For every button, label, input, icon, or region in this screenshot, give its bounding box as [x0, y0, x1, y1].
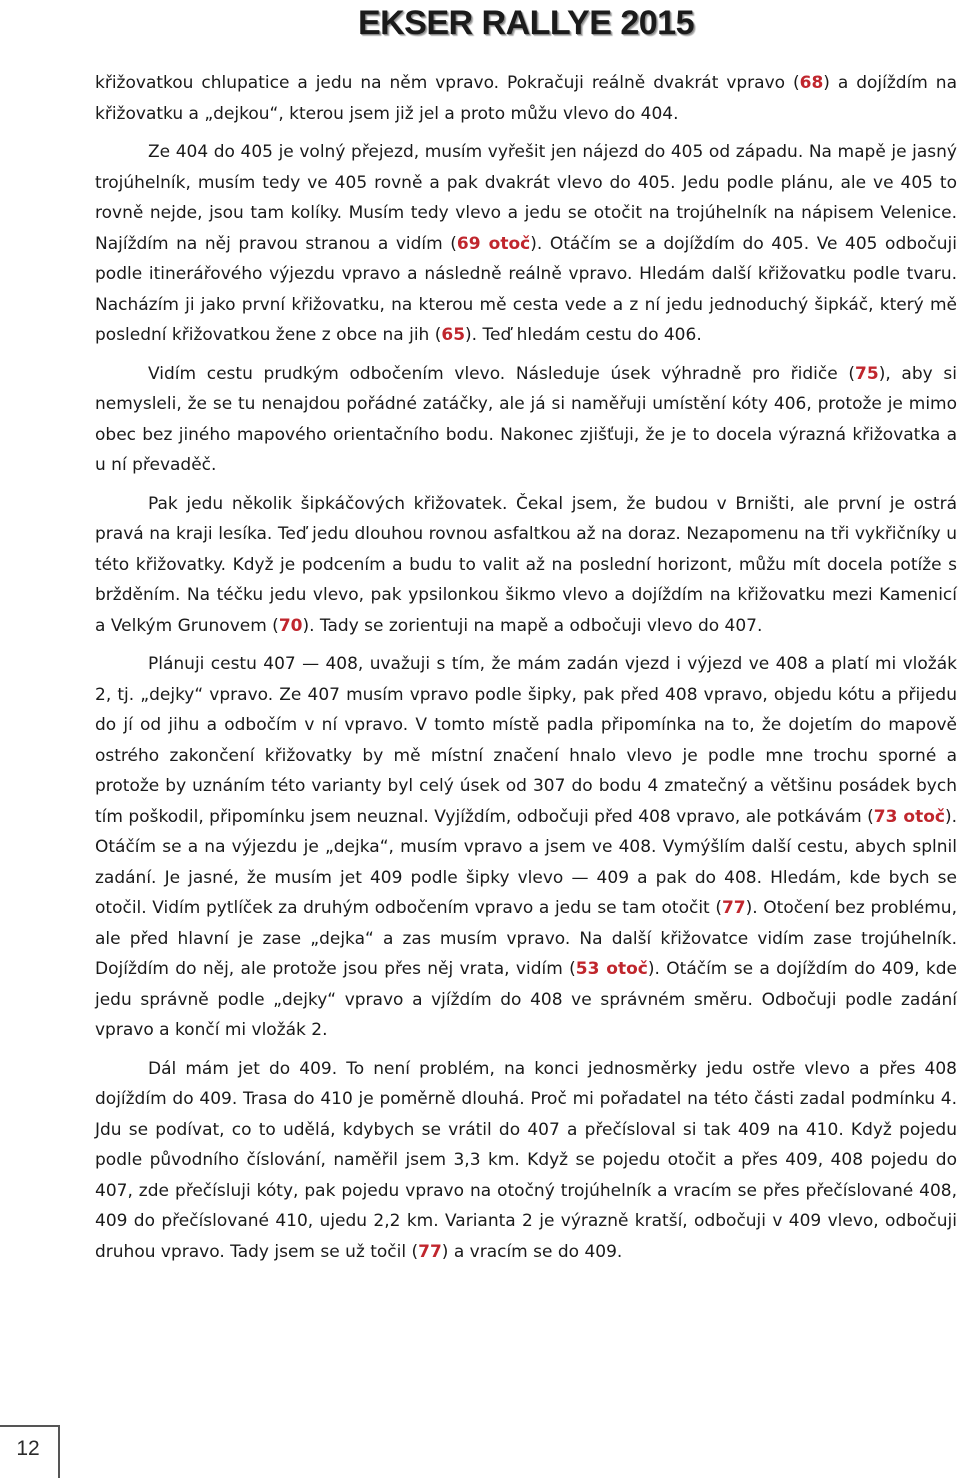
paragraph-text: ). Otáčím se a na výjezdu je „dejka“, musím vpravo a jsem ve 408. Vymýšlím další cestu, abych splnil zadání. Je jasné, že musím jet 409 podle šipky vlevo — 409 a pak do 408. Hledám, kde bych se otočil. Vidím pytlíček za druhým odbočením vpravo a jedu se tam otočit ( — [95, 806, 957, 918]
checkpoint-marker: 73 otoč — [873, 806, 945, 827]
paragraph-text: ) a dojíždím na křižovatku a „dejkou“, kterou jsem již jel a proto můžu vlevo do 404. — [95, 73, 957, 124]
paragraph — [95, 359, 957, 481]
document-body — [95, 68, 957, 1267]
checkpoint-marker: 53 otoč — [575, 959, 648, 979]
checkpoint-marker: 77 — [418, 1241, 442, 1262]
paragraph-text: ). Otáčím se a dojíždím do 409, kde jedu správně podle „dejky“ vpravo a vjíždím do 408 ve správném směru. Odbočuji podle zadání vpravo a končí mi vložák 2. — [95, 959, 957, 1040]
paragraph-text: ). Otočení bez problému, ale před hlavní je zase „dejka“ a zas musím vpravo. Na další křižovatce vidím zase trojúhelník. Dojíždím do něj, ale protože jsou přes něj vrata, vidím ( — [95, 898, 957, 979]
checkpoint-marker: 68 — [799, 73, 824, 93]
checkpoint-marker: 75 — [855, 363, 879, 384]
paragraph-text: ). Teď hledám cestu do 406. — [465, 325, 702, 345]
paragraph — [95, 649, 957, 1046]
paragraph — [95, 137, 957, 351]
checkpoint-marker: 69 otoč — [456, 233, 531, 254]
paragraph-text: Vidím cestu prudkým odbočením vlevo. Následuje úsek výhradně pro řidiče ( — [148, 363, 856, 384]
document-title: EKSER RALLYE 2015 — [357, 4, 694, 42]
paragraph-text: křižovatkou chlupatice a jedu na něm vpravo. Pokračuji reálně dvakrát vpravo ( — [95, 73, 800, 93]
paragraph-text: ) a vracím se do 409. — [441, 1241, 623, 1262]
paragraph-text: Dál mám jet do 409. To není problém, na konci jednosměrky jedu ostře vlevo a přes 408 dojíždím do 409. Trasa do 410 je poměrně dlouhá. Proč mi pořadatel na této části zadal podmínku 4. Jdu se podívat, co to udělá, kdybych se vrátil do 407 a přečísloval si tak 409 na 410. Když pojedu podle původního číslování, naměřil jsem 3,3 km. Když se pojedu otočit a přes 409, 408 pojedu do 407, zde přečísluji kóty, pak pojedu vpravo na otočný trojúhelník a vracím se přes přečíslované 408, 409 do přečíslované 410, ujedu 2,2 km. Varianta 2 je výrazně kratší, odbočuji v 409 vlevo, odbočuji druhou vpravo. Tady jsem se už točil ( — [95, 1058, 957, 1262]
paragraph — [95, 1054, 957, 1268]
paragraph-text: ), aby si nemysleli, že se tu nenajdou pořádné zatáčky, ale já si naměřuji umístění kóty 406, protože je mimo obec bez jiného mapového orientačního bodu. Nakonec zjišťuji, že je to docela výrazná křižovatka a u ní převaděč. — [95, 363, 957, 475]
checkpoint-marker: 77 — [721, 898, 746, 918]
paragraph — [95, 489, 957, 642]
checkpoint-marker: 70 — [278, 615, 303, 636]
page-number: 12 — [16, 1437, 40, 1460]
paragraph-text: Pak jedu několik šipkáčových křižovatek. Čekal jsem, že budou v Brništi, ale první je ostrá pravá na kraji lesíka. Teď jedu dlouhou rovnou asfaltkou až na doraz. Nezapomenu na tři vykřičníky u této křižovatky. Když je podcením a budu to valit až na poslední horizont, můžu mít docela potíže s bržděním. Na téčku jedu vlevo, pak ypsilonkou šikmo vlevo a dojíždím na křižovatku mezi Kamenicí a Velkým Grunovem ( — [95, 493, 957, 636]
paragraph-text: Plánuji cestu 407 — 408, uvažuji s tím, že mám zadán vjezd i výjezd ve 408 a platí mi vložák 2, tj. „dejky“ vpravo. Ze 407 musím vpravo podle šipky, pak před 408 vpravo, objedu kótu a přijedu do jí od jihu a odbočím v ní vpravo. V tomto místě padla připomínka na to, že dojetím do mapově ostrého zakončení křižovatky by mě místní značení hnalo vlevo je podle mne trochu sporné a protože by uznáním této varianty byl celý úsek od 307 do bodu 4 zmatečný a většinu posádek bych tím poškodil, připomínku jsem neuznal. Vyjíždím, odbočuji před 408 vpravo, ale potkávám ( — [95, 654, 957, 827]
page-number-box — [0, 1425, 60, 1478]
checkpoint-marker: 65 — [441, 325, 466, 345]
paragraph-text: ). Tady se zorientuji na mapě a odbočuji vlevo do 407. — [302, 615, 763, 636]
paragraph-text: Ze 404 do 405 je volný přejezd, musím vyřešit jen nájezd do 405 od západu. Na mapě je jasný trojúhelník, musím tedy ve 405 rovně a pak dvakrát vlevo do 405. Jedu podle plánu, ale ve 405 to rovně nejde, jsou tam kolíky. Musím tedy vlevo a jedu se otočit na trojúhelník na nápisem Velenice. Najíždím na něj pravou stranou a vidím ( — [95, 142, 957, 254]
paragraph — [95, 68, 957, 129]
paragraph-text: ). Otáčím se a dojíždím do 405. Ve 405 odbočuji podle itinerářového výjezdu vpravo a následně reálně vpravo. Hledám další křižovatku podle tvaru. Nacházím ji jako první křižovatku, na kterou mě cesta vede a z ní jedu jednoduchý šipkáč, který mě poslední křižovatkou žene z obce na jih ( — [95, 233, 958, 345]
